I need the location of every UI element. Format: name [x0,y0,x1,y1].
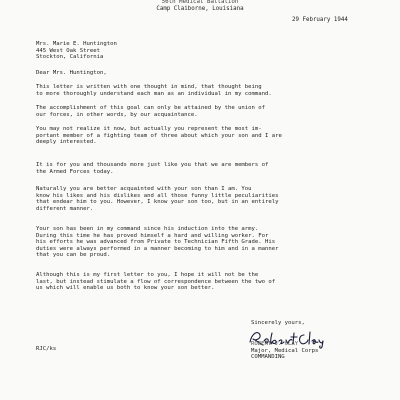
recipient-street: 445 West Oak Street [36,47,100,54]
paragraph-3 [36,126,376,146]
paragraph-line: that you can be proud. [36,252,111,259]
paragraph-line: the Armed Forces today. [36,168,114,175]
paragraph-line: portant member of a fighting team of three about which your son and I are [36,132,282,139]
signer-name: ROBERT J. CLAY [251,341,299,347]
recipient-name: Mrs. Marie E. Huntington [36,41,117,47]
paragraph-line: our forces, in other words, by our acquaintance. [36,111,198,118]
paragraph-line: that endear him to you. However, I know your son too, but in an entirely [36,199,279,206]
paragraph-line: You may not realize it now, but actually you represent the most im- [36,126,262,132]
paragraph-2 [36,105,376,118]
paragraph-line: different manner. [36,205,94,212]
letterhead-location: Camp Claiborne, Louisiana [156,5,244,12]
paragraph-line: Although this is my first letter to you, I hope it will not be the [36,272,259,278]
recipient-address [36,41,117,61]
paragraph-line: Your son has been in my command since his induction into the army. [36,226,259,232]
reference-initials: RJC/ks [36,346,57,352]
paragraph-line: During this time he has proved himself a hard and willing worker. For [36,232,269,239]
paragraph-4 [36,162,376,175]
paragraph-line: deeply interested. [36,139,97,146]
letterhead-unit: 56th Medical Battalion [161,0,239,5]
paragraph-line: The accomplishment of this goal can only be attained by the union of [36,105,266,111]
paragraph-line: It is for you and thousands more just like you that we are members of [36,162,269,168]
recipient-city: Stockton, California [36,54,104,61]
paragraph-line: Naturally you are better acquainted with your son than I am. You [36,186,252,192]
signer-title: COMMANDING [251,354,285,361]
salutation: Dear Mrs. Huntington, [36,70,107,76]
paragraph-line: This letter is written with one thought in mind, that thought being [36,84,262,90]
signature-block [251,341,318,361]
paragraph-7 [36,272,376,292]
paragraph-line: to more thoroughly understand each man as an individual in my command. [36,90,272,97]
paragraph-6 [36,226,376,259]
paragraph-line: his efforts he was advanced from Private to Technician Fifth Grade. His [36,239,276,246]
closing: Sincerely yours, [251,320,305,326]
signer-rank: Major, Medical Corps [251,347,319,354]
paragraph-5 [36,186,376,212]
paragraph-line: last, but instead stimulate a flow of correspondence between the two of [36,278,276,285]
paragraph-line: know his likes and his dislikes and all those funny little peculiarities [36,192,279,199]
paragraph-1 [36,84,376,97]
paragraph-line: duties were always performed in a manner becoming to him and in a manner [36,245,279,252]
letterhead [0,0,400,13]
letter-date: 29 February 1944 [292,17,348,23]
paragraph-line: us which will enable us both to know your son better. [36,285,215,292]
